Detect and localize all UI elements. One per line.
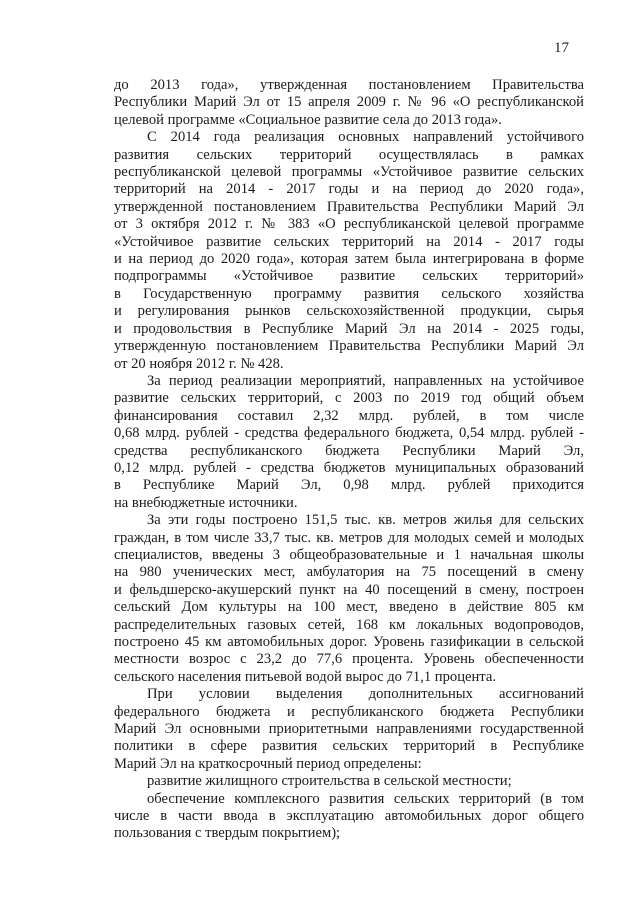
text-line: пользования с твердым покрытием); (114, 825, 341, 842)
text-line: За период реализации мероприятий, направленных на устойчивое (147, 372, 584, 389)
page-number: 17 (554, 40, 569, 56)
text-line: целевой программе «Социальное развитие села до 2013 года». (114, 111, 502, 128)
text-line: распределительных газовых сетей, 168 км локальных водопроводов, (114, 616, 584, 633)
text-line: 0,68 млрд. рублей - средства федерального бюджета, 0,54 млрд. рублей - (114, 425, 584, 442)
text-line: федерального бюджета и республиканского бюджета Республики (114, 703, 584, 720)
text-line: от 20 ноября 2012 г. № 428. (114, 355, 284, 372)
text-line: на 980 ученических мест, амбулатория на 75 посещений в смену (114, 564, 584, 581)
text-line: сельский Дом культуры на 100 мест, введено в действие 805 км (114, 599, 584, 616)
paragraph (114, 373, 584, 512)
text-line: развитие сельских территорий, с 2003 по 2019 год общий объем (114, 390, 584, 407)
text-line: средства республиканского бюджета Республики Марий Эл, (114, 442, 584, 459)
paragraph (114, 129, 584, 373)
text-line: 0,12 млрд. рублей - средства бюджетов муниципальных образований (114, 459, 584, 476)
text-line: в Республике Марий Эл, 0,98 млрд. рублей приходится (114, 477, 584, 494)
text-line: подпрограммы «Устойчивое развитие сельских территорий» (114, 268, 584, 285)
document-body (114, 77, 584, 843)
text-line: специалистов, введены 3 общеобразовательные и 1 начальная школы (114, 546, 584, 563)
text-line: числе в части ввода в эксплуатацию автомобильных дорог общего (114, 808, 584, 825)
text-line: С 2014 года реализация основных направлений устойчивого (147, 129, 584, 146)
text-line: Республики Марий Эл от 15 апреля 2009 г. № 96 «О республиканской (114, 94, 584, 111)
text-line: политики в сфере развития сельских территорий в Республике (114, 738, 584, 755)
text-line: на внебюджетные источники. (114, 494, 298, 511)
text-line: Марий Эл на краткосрочный период определены: (114, 755, 422, 772)
text-line: и регулирования рынков сельскохозяйственной продукции, сырья (114, 303, 584, 320)
text-line: и фельдшерско-акушерский пункт на 40 посещений в смену, построен (114, 581, 584, 598)
text-line: до 2013 года», утвержденная постановлением Правительства (114, 77, 584, 93)
paragraph (114, 686, 584, 773)
text-line: сельского населения питьевой водой вырос до 71,1 процента. (114, 668, 496, 685)
paragraph (114, 512, 584, 686)
text-line: обеспечение комплексного развития сельских территорий (в том (147, 790, 584, 807)
text-line: За эти годы построено 151,5 тыс. кв. метров жилья для сельских (147, 512, 584, 529)
text-line: территорий на 2014 - 2017 годы и на период до 2020 года», (114, 181, 584, 198)
text-line: от 3 октября 2012 г. № 383 «О республиканской целевой программе (114, 216, 584, 233)
text-line: граждан, в том числе 33,7 тыс. кв. метров для молодых семей и молодых (114, 529, 584, 546)
text-line: в Государственную программу развития сельского хозяйства (114, 285, 584, 302)
text-line: Марий Эл основными приоритетными направлениями государственной (114, 721, 584, 738)
text-line: «Устойчивое развитие сельских территорий на 2014 - 2017 годы (114, 233, 584, 250)
text-line: местности возрос с 23,2 до 77,6 процента. Уровень обеспеченности (114, 651, 584, 668)
paragraph (114, 77, 584, 129)
text-line: развитие жилищного строительства в сельской местности; (147, 773, 512, 790)
text-line: построено 45 км автомобильных дорог. Уровень газификации в сельской (114, 634, 584, 650)
text-line: При условии выделения дополнительных ассигнований (147, 686, 584, 703)
text-line: утвержденной постановлением Правительства Республики Марий Эл (114, 198, 584, 215)
text-line: развития сельских территорий осуществлялась в рамках (114, 146, 584, 163)
text-line: финансирования составил 2,32 млрд. рублей, в том числе (114, 407, 584, 424)
text-line: и продовольствия в Республике Марий Эл на 2014 - 2025 годы, (114, 320, 584, 337)
paragraph (114, 791, 584, 843)
text-line: республиканской целевой программы «Устойчивое развитие сельских (114, 164, 584, 181)
text-line: и на период до 2020 года», которая затем была интегрирована в форме (114, 251, 584, 268)
text-line: утвержденную постановлением Правительства Республики Марий Эл (114, 338, 584, 355)
paragraph (114, 773, 584, 790)
